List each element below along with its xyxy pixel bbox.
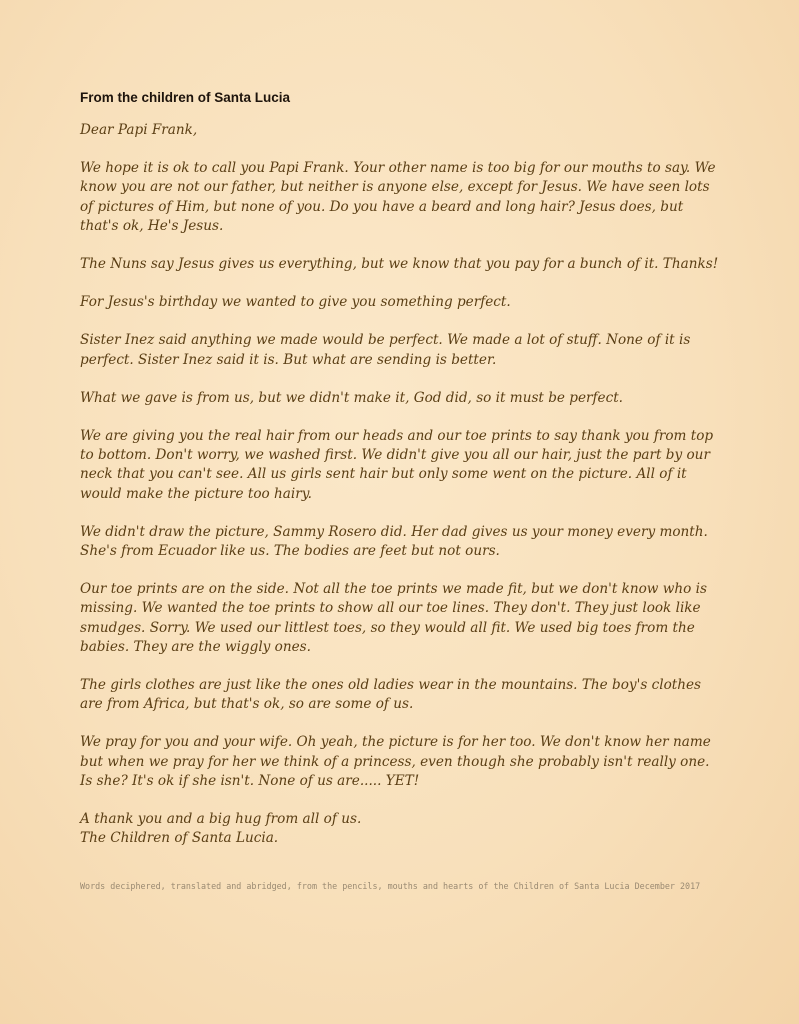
- closing-line-1: A thank you and a big hug from all of us.: [80, 811, 362, 828]
- paragraph-from-us: What we gave is from us, but we didn't make it, God did, so it must be perfect.: [80, 389, 623, 406]
- paragraph-hair-toe-prints: We are giving you the real hair from our heads and our toe prints to say thank you from top to bottom. Don't worry, we washed first. We didn't give you all our hair, just the part by our neck that you can't see. All us girls sent hair but only some went on the picture. All of it would make the picture too hairy.: [80, 428, 714, 502]
- paragraph-papi-frank: We hope it is ok to call you Papi Frank. Your other name is too big for our mouths to say. We know you are not our father, but neither is anyone else, except for Jesus. We have seen lots of pictures of Him, but none of you. Do you have a beard and long hair? Jesus does, but that's ok, He's Jesus.: [80, 160, 716, 234]
- paragraph-prayer: We pray for you and your wife. Oh yeah, the picture is for her too. We don't know her name but when we pray for her we think of a princess, even though she probably isn't really one. Is she? It's ok if she isn't. None of us are..... YET!: [80, 734, 711, 789]
- letter-body: [80, 121, 720, 852]
- paragraph-sister-inez: Sister Inez said anything we made would be perfect. We made a lot of stuff. None of it is perfect. Sister Inez said it is. But what are sending is better.: [80, 332, 691, 368]
- closing-signature: The Children of Santa Lucia.: [80, 830, 279, 847]
- paragraph-nuns: The Nuns say Jesus gives us everything, but we know that you pay for a bunch of it. Thanks!: [80, 256, 719, 273]
- paragraph-birthday: For Jesus's birthday we wanted to give you something perfect.: [80, 294, 511, 311]
- salutation: Dear Papi Frank,: [80, 122, 198, 138]
- paragraph-toe-prints: Our toe prints are on the side. Not all the toe prints we made fit, but we don't know who is missing. We wanted the toe prints to show all our toe lines. They don't. They just look like smudges. Sorry. We used our littlest toes, so they would all fit. We used big toes from the babies. They are the wiggly ones.: [80, 581, 707, 655]
- paragraph-clothes: The girls clothes are just like the ones old ladies wear in the mountains. The boy's clothes are from Africa, but that's ok, so are some of us.: [80, 677, 701, 713]
- paragraph-picture-artist: We didn't draw the picture, Sammy Rosero did. Her dad gives us your money every month. She's from Ecuador like us. The bodies are feet but not ours.: [80, 523, 708, 560]
- closing-block: [80, 810, 720, 848]
- letter-heading: From the children of Santa Lucia: [80, 90, 291, 105]
- footnote: Words deciphered, translated and abridged, from the pencils, mouths and hearts of the Children of Santa Lucia December 2017: [80, 881, 701, 891]
